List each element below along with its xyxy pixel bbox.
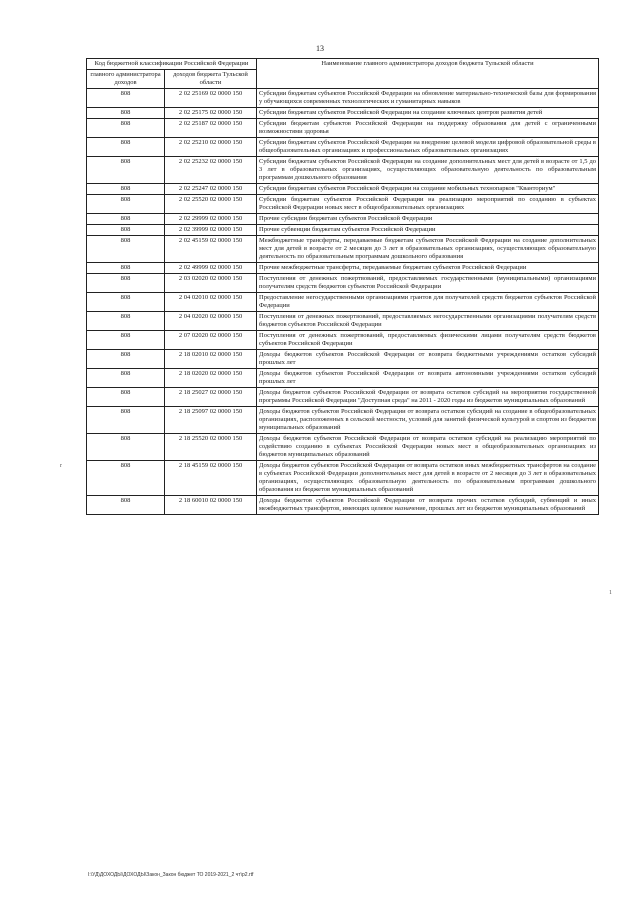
admin-code-cell: 808 (87, 407, 165, 434)
file-path-footer: I:\УД\ДОХОДЫ\ДОХОДЫ\Закон_Закон бюджет ТО 2019-2021_2 чт\р2.rtf (88, 872, 254, 878)
table-row (87, 274, 599, 293)
admin-code-cell: 808 (87, 312, 165, 331)
table-row (87, 263, 599, 274)
table-row (87, 108, 599, 119)
income-code-cell: 2 02 39999 02 0000 150 (165, 225, 257, 236)
table-row (87, 236, 599, 263)
income-name-cell: Доходы бюджетов субъектов Российской Федерации от возврата остатков субсидий на мероприятия государственной программы Российской Федерации "Доступная среда" на 2011 - 2020 годы из бюджетов муниципальных образований (257, 388, 599, 407)
income-name-cell: Субсидии бюджетам субъектов Российской Федерации на обновление материально-технической базы для формирования у обучающихся современных технологических и гуманитарных навыков (257, 89, 599, 108)
income-name-cell: Субсидии бюджетам субъектов Российской Федерации на создание мобильных технопарков "Кванториум" (257, 184, 599, 195)
admin-code-cell: 808 (87, 225, 165, 236)
admin-code-cell: 808 (87, 434, 165, 461)
income-name-cell: Поступления от денежных пожертвований, предоставляемых негосударственными организациями получателям средств бюджетов субъектов Российской Федерации (257, 312, 599, 331)
income-code-cell: 2 18 25027 02 0000 150 (165, 388, 257, 407)
table-row (87, 461, 599, 496)
income-code-cell: 2 02 25210 02 0000 150 (165, 138, 257, 157)
income-name-cell: Субсидии бюджетам субъектов Российской Федерации на реализацию мероприятий по созданию в субъектах Российской Федерации новых мест в общеобразовательных организациях (257, 195, 599, 214)
table-row (87, 119, 599, 138)
income-name-cell: Прочие субсидии бюджетам субъектов Российской Федерации (257, 214, 599, 225)
admin-code-cell: 808 (87, 138, 165, 157)
income-code-cell: 2 02 25187 02 0000 150 (165, 119, 257, 138)
table-body (87, 89, 599, 515)
income-code-cell: 2 02 25175 02 0000 150 (165, 108, 257, 119)
table-header-row (87, 59, 599, 70)
income-code-cell: 2 04 02020 02 0000 150 (165, 312, 257, 331)
income-name-cell: Субсидии бюджетам субъектов Российской Федерации на создание ключевых центров развития детей (257, 108, 599, 119)
income-name-cell: Доходы бюджетов субъектов Российской Федерации от возврата остатков субсидий на создание в общеобразовательных организациях, расположенных в сельской местности, условий для занятий физической культурой и спортом из бюджетов муниципальных образований (257, 407, 599, 434)
admin-code-cell: 808 (87, 331, 165, 350)
admin-code-cell: 808 (87, 350, 165, 369)
table-row (87, 157, 599, 184)
income-code-cell: 2 02 25232 02 0000 150 (165, 157, 257, 184)
table-row (87, 138, 599, 157)
income-subheader: доходов бюджета Тульской области (165, 70, 257, 89)
admin-code-cell: 808 (87, 157, 165, 184)
table-row (87, 369, 599, 388)
income-code-cell: 2 02 45159 02 0000 150 (165, 236, 257, 263)
admin-code-cell: 808 (87, 263, 165, 274)
admin-code-cell: 808 (87, 388, 165, 407)
admin-code-cell: 808 (87, 108, 165, 119)
admin-code-cell: 808 (87, 89, 165, 108)
admin-code-cell: 808 (87, 184, 165, 195)
income-code-cell: 2 18 45159 02 0000 150 (165, 461, 257, 496)
income-code-cell: 2 04 02010 02 0000 150 (165, 293, 257, 312)
income-code-cell: 2 02 25247 02 0000 150 (165, 184, 257, 195)
table-row (87, 331, 599, 350)
income-name-cell: Субсидии бюджетам субъектов Российской Федерации на создание дополнительных мест для детей в возрасте от 1,5 до 3 лет в образовательных организациях, осуществляющих образовательную деятельность по образовательным программам дошкольного образования (257, 157, 599, 184)
admin-code-cell: 808 (87, 236, 165, 263)
income-name-cell: Доходы бюджетов субъектов Российской Федерации от возврата прочих остатков субсидий, субвенций и иных межбюджетных трансфертов, имеющих целевое назначение, прошлых лет из бюджетов муниципальных образований (257, 496, 599, 515)
table-row (87, 214, 599, 225)
margin-mark-left: r (60, 463, 62, 469)
table-row (87, 225, 599, 236)
table-row (87, 89, 599, 108)
admin-code-cell: 808 (87, 461, 165, 496)
admin-code-cell: 808 (87, 274, 165, 293)
income-name-cell: Прочие межбюджетные трансферты, передаваемые бюджетам субъектов Российской Федерации (257, 263, 599, 274)
admin-code-cell: 808 (87, 369, 165, 388)
admin-code-cell: 808 (87, 195, 165, 214)
income-name-cell: Доходы бюджетов субъектов Российской Федерации от возврата остатков субсидий на реализацию мероприятий по содействию созданию в субъектах Российской Федерации новых мест в общеобразовательных организациях из бюджетов муниципальных образований (257, 434, 599, 461)
income-code-cell: 2 02 25169 02 0000 150 (165, 89, 257, 108)
table-row (87, 184, 599, 195)
income-name-cell: Предоставление негосударственными организациями грантов для получателей средств бюджетов субъектов Российской Федерации (257, 293, 599, 312)
income-name-cell: Поступления от денежных пожертвований, предоставляемых государственными (муниципальными) организациями получателям средств бюджетов субъектов Российской Федерации (257, 274, 599, 293)
income-code-cell: 2 18 60010 02 0000 150 (165, 496, 257, 515)
table-row (87, 388, 599, 407)
table-row (87, 407, 599, 434)
table-row (87, 434, 599, 461)
income-name-cell: Субсидии бюджетам субъектов Российской Федерации на поддержку образования для детей с ограниченными возможностями здоровья (257, 119, 599, 138)
income-code-cell: 2 07 02020 02 0000 150 (165, 331, 257, 350)
page-number: 13 (316, 44, 324, 53)
income-code-cell: 2 18 25520 02 0000 150 (165, 434, 257, 461)
table-row (87, 496, 599, 515)
admin-code-cell: 808 (87, 293, 165, 312)
budget-classification-table (86, 58, 599, 515)
income-code-cell: 2 02 29999 02 0000 150 (165, 214, 257, 225)
income-code-cell: 2 18 02020 02 0000 150 (165, 369, 257, 388)
income-name-cell: Доходы бюджетов субъектов Российской Федерации от возврата остатков иных межбюджетных трансфертов на создание в субъектах Российской Федерации дополнительных мест для детей в возрасте от 2 месяцев до 3 лет в образовательных организациях, осуществляющих образовательную деятельность по образовательным программам дошкольного образования из бюджетов муниципальных образований (257, 461, 599, 496)
table-row (87, 312, 599, 331)
income-code-cell: 2 18 25097 02 0000 150 (165, 407, 257, 434)
income-name-cell: Прочие субвенции бюджетам субъектов Российской Федерации (257, 225, 599, 236)
income-name-cell: Межбюджетные трансферты, передаваемые бюджетам субъектов Российской Федерации на создание дополнительных мест для детей в возрасте от 2 месяцев до 3 лет в образовательных организациях, осуществляющих образовательную деятельность по образовательным программам дошкольного образования (257, 236, 599, 263)
table-row (87, 350, 599, 369)
margin-mark-right: 1 (609, 590, 612, 596)
admin-code-cell: 808 (87, 119, 165, 138)
income-code-cell: 2 03 02020 02 0000 150 (165, 274, 257, 293)
income-code-cell: 2 02 25520 02 0000 150 (165, 195, 257, 214)
admin-code-cell: 808 (87, 214, 165, 225)
table-row (87, 195, 599, 214)
income-name-cell: Доходы бюджетов субъектов Российской Федерации от возврата бюджетными учреждениями остатков субсидий прошлых лет (257, 350, 599, 369)
income-name-cell: Субсидии бюджетам субъектов Российской Федерации на внедрение целевой модели цифровой образовательной среды в общеобразовательных организациях и профессиональных образовательных организациях (257, 138, 599, 157)
income-code-cell: 2 02 49999 02 0000 150 (165, 263, 257, 274)
income-name-cell: Доходы бюджетов субъектов Российской Федерации от возврата автономными учреждениями остатков субсидий прошлых лет (257, 369, 599, 388)
admin-subheader: главного администратора доходов (87, 70, 165, 89)
income-name-cell: Поступления от денежных пожертвований, предоставляемых физическими лицами получателям средств бюджетов субъектов Российской Федерации (257, 331, 599, 350)
table-row (87, 293, 599, 312)
code-column-header: Код бюджетной классификации Российской Федерации (87, 59, 257, 70)
name-column-header: Наименование главного администратора доходов бюджета Тульской области (257, 59, 599, 89)
income-code-cell: 2 18 02010 02 0000 150 (165, 350, 257, 369)
admin-code-cell: 808 (87, 496, 165, 515)
